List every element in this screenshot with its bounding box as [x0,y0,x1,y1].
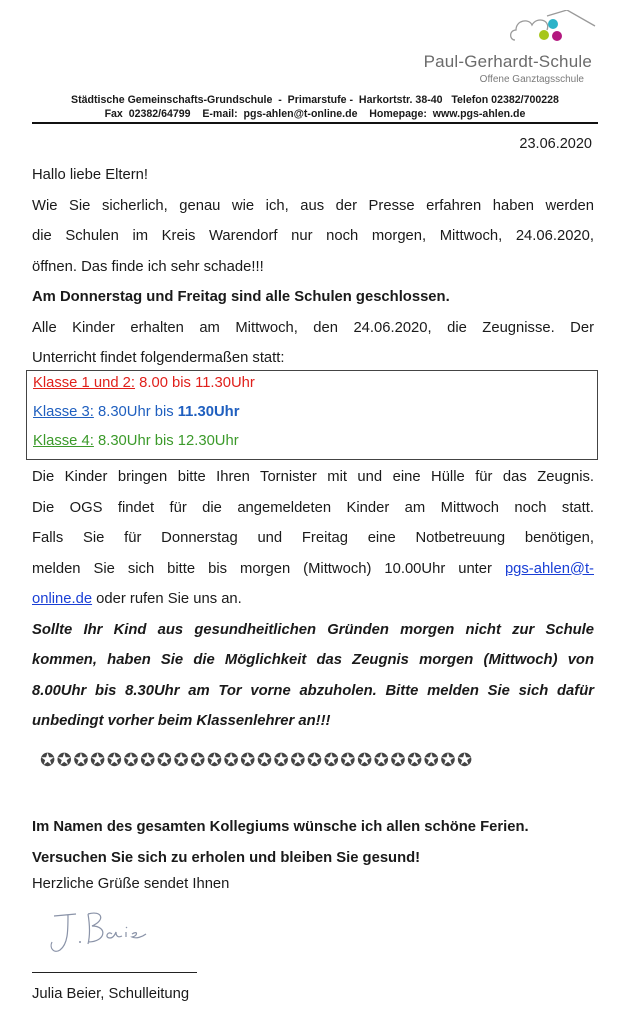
schedule-row-class-4 [33,433,239,449]
handwritten-signature [46,906,166,960]
pickup-line1: Sollte Ihr Kind aus gesundheitlichen Gründen morgen nicht zur Schule [32,621,594,638]
logo-house-icon [507,10,597,52]
star-divider: ✪✪✪✪✪✪✪✪✪✪✪✪✪✪✪✪✪✪✪✪✪✪✪✪✪✪ [40,750,474,771]
closing-greeting: Herzliche Grüße sendet Ihnen [32,876,230,892]
para3-line4-text: melden Sie sich bitte bis morgen (Mittwoch) 10.00Uhr unter [32,560,505,577]
letterhead-line-1: Städtische Gemeinschafts-Grundschule - Primarstufe - Harkortstr. 38-40 Telefon 02382/700228 [71,94,559,106]
email-link-part2[interactable]: online.de [32,591,93,607]
para3-line1: Die Kinder bringen bitte Ihren Tornister mit und eine Hülle für das Zeugnis. [32,469,594,485]
signer-name: Julia Beier, Schulleitung [32,986,190,1002]
para3-line5 [32,584,594,615]
closure-notice: Am Donnerstag und Freitag sind alle Schulen geschlossen. [32,289,450,305]
schedule-time: 8.30Uhr bis 12.30Uhr [93,433,239,449]
para3-line3: Falls Sie für Donnerstag und Freitag eine Notbetreuung benötigen, [32,530,594,546]
pickup-line3: 8.00Uhr bis 8.30Uhr am Tor vorne abzuholen. Bitte melden Sie sich dafür [32,682,594,699]
schedule-label: Klasse 4: [33,433,94,449]
schedule-row-class-1-2 [33,375,255,391]
schedule-time: 8.00 bis 11.30Uhr [135,375,255,391]
closing-line2: Versuchen Sie sich zu erholen und bleiben Sie gesund! [32,849,421,866]
letter-body-middle [32,462,594,737]
para1-line3: öffnen. Das finde ich sehr schade!!! [32,258,264,275]
schedule-time: 8.30Uhr bis [93,404,178,420]
para1-line1: Wie Sie sicherlich, genau wie ich, aus der Presse erfahren haben werden [32,197,594,214]
para1-line2: die Schulen im Kreis Warendorf nur noch morgen, Mittwoch, 24.06.2020, [32,228,594,244]
header-divider [32,122,598,124]
pickup-line4: unbedingt vorher beim Klassenlehrer an!!! [32,713,331,729]
letter-body-top [32,160,594,374]
para3-line4 [32,554,594,585]
letter-date: 23.06.2020 [519,136,592,152]
closing-line1: Im Namen des gesamten Kollegiums wünsche ich allen schöne Ferien. [32,819,529,835]
para2-line2: Unterricht findet folgendermaßen statt: [32,350,285,366]
para3-line2: Die OGS findet für die angemeldeten Kinder am Mittwoch noch statt. [32,499,594,516]
schedule-time-bold: 11.30Uhr [177,404,240,420]
schedule-label: Klasse 1 und 2: [33,375,136,391]
schedule-label: Klasse 3: [33,404,94,420]
greeting: Hallo liebe Eltern! [32,167,148,183]
logo-subtitle: Offene Ganztagsschule [479,74,584,85]
logo-school-name: Paul-Gerhardt-Schule [423,52,592,71]
letter-closing [32,812,594,895]
schedule-box [26,370,598,460]
school-logo [412,10,602,85]
para3-line5-text: oder rufen Sie uns an. [92,591,242,607]
letterhead [32,93,598,121]
pickup-line2: kommen, haben Sie die Möglichkeit das Zeugnis morgen (Mittwoch) von [32,652,594,668]
signature-line [32,972,197,973]
email-link-part1[interactable]: pgs-ahlen@t- [504,560,594,577]
schedule-row-class-3 [33,404,239,420]
letterhead-line-2: Fax 02382/64799 E-mail: pgs-ahlen@t-online.de Homepage: www.pgs-ahlen.de [104,108,526,120]
para2-line1: Alle Kinder erhalten am Mittwoch, den 24.06.2020, die Zeugnisse. Der [32,319,594,336]
